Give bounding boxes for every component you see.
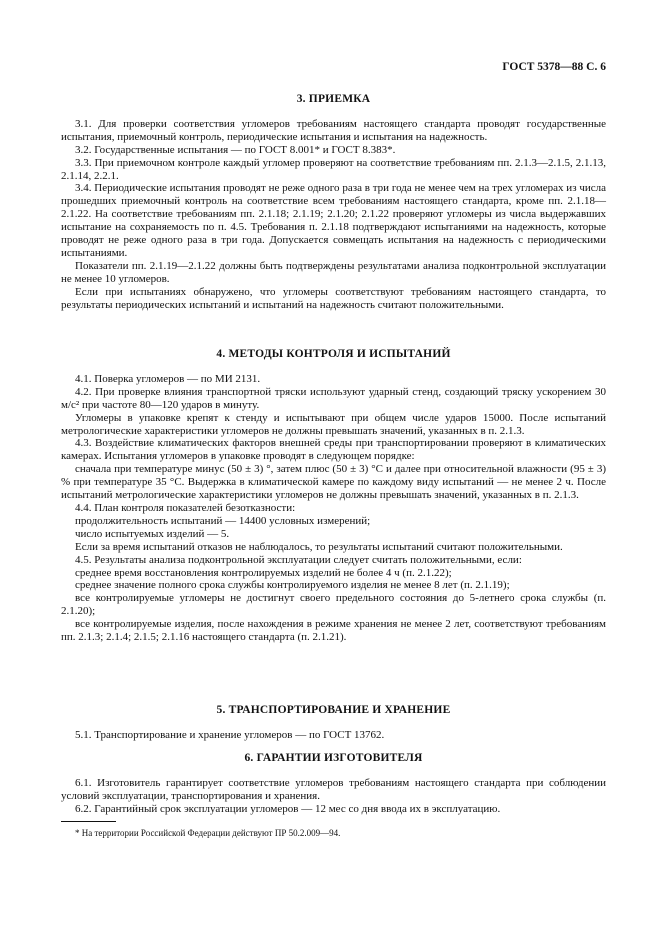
paragraph: среднее значение полного срока службы контролируемого изделия не менее 8 лет (п. 2.1.19); xyxy=(75,579,510,592)
paragraph: 6.1. Изготовитель гарантирует соответствие угломеров требованиям настоящего стандарта при соблюдении условий эксплуатации, транспортирования и хранения. xyxy=(61,776,606,802)
section-acceptance xyxy=(61,93,606,312)
section-title: 6. ГАРАНТИИ ИЗГОТОВИТЕЛЯ xyxy=(244,752,423,764)
section-title: 3. ПРИЕМКА xyxy=(296,93,371,105)
paragraph: 3.2. Государственные испытания — по ГОСТ 8.001* и ГОСТ 8.383*. xyxy=(75,143,396,156)
footnote-divider xyxy=(61,821,116,822)
paragraph: 6.2. Гарантийный срок эксплуатации угломеров — 12 мес со дня ввода их в эксплуатацию. xyxy=(75,802,501,815)
section-warranty xyxy=(61,752,606,816)
paragraph: Если за время испытаний отказов не наблюдалось, то результаты испытаний считают положительными. xyxy=(75,540,563,553)
paragraph: среднее время восстановления контролируемых изделий не более 4 ч (п. 2.1.22); xyxy=(75,566,452,579)
paragraph: сначала при температуре минус (50 ± 3) °, затем плюс (50 ± 3) °С и далее при относительной влажности (95 ± 3) % при температуре 35 °С. Выдержка в климатической камере по каждому виду испытаний — не менее 2 ч. После испытаний метрологические характеристики угломеров не должны превышать значений, указанных в п. 2.1.3. xyxy=(61,463,606,502)
footnote: * На территории Российской Федерации действуют ПР 50.2.009—94. xyxy=(75,828,341,838)
paragraph: 3.3. При приемочном контроле каждый угломер проверяют на соответствие требованиям пп. 2.1.3—2.1.5, 2.1.13, 2.1.14, 2.2.1. xyxy=(61,156,606,182)
section-title: 4. МЕТОДЫ КОНТРОЛЯ И ИСПЫТАНИЙ xyxy=(216,348,451,360)
paragraph: 4.5. Результаты анализа подконтрольной эксплуатации следует считать положительными, если: xyxy=(75,553,522,566)
paragraph: все контролируемые угломеры не достигнут своего предельного состояния до 5-летнего срока службы (п. 2.1.20); xyxy=(61,592,606,618)
paragraph: 5.1. Транспортирование и хранение угломеров — по ГОСТ 13762. xyxy=(75,728,385,741)
section-test-methods xyxy=(61,348,606,644)
section-title: 5. ТРАНСПОРТИРОВАНИЕ И ХРАНЕНИЕ xyxy=(216,704,451,716)
page-header: ГОСТ 5378—88 С. 6 xyxy=(502,61,606,73)
paragraph: Показатели пп. 2.1.19—2.1.22 должны быть подтверждены результатами анализа подконтрольной эксплуатации не менее 10 угломеров. xyxy=(61,259,606,285)
section-transport-storage xyxy=(61,704,606,742)
paragraph: Если при испытаниях обнаружено, что угломеры соответствуют требованиям настоящего стандарта, то результаты периодических испытаний и испытаний на надежность считают положительными. xyxy=(61,285,606,311)
paragraph: 4.3. Воздействие климатических факторов внешней среды при транспортировании проверяют в климатических камерах. Испытания угломеров в упаковке проводят в следующем порядке: xyxy=(61,437,606,463)
paragraph: 4.4. План контроля показателей безотказности: xyxy=(75,501,296,514)
paragraph: Угломеры в упаковке крепят к стенду и испытывают при общем числе ударов 15000. После испытаний метрологические характеристики угломеров не должны превышать значений, указанных в п. 2.1.3. xyxy=(61,411,606,437)
paragraph: 4.1. Поверка угломеров — по МИ 2131. xyxy=(75,372,261,385)
paragraph: все контролируемые изделия, после нахождения в режиме хранения не менее 2 лет, соответствуют требованиям пп. 2.1.3; 2.1.4; 2.1.5; 2.1.16 настоящего стандарта (п. 2.1.21). xyxy=(61,618,606,644)
paragraph: 3.1. Для проверки соответствия угломеров требованиям настоящего стандарта проводят государственные испытания, приемочный контроль, периодические испытания и испытания на надежность. xyxy=(61,117,606,143)
paragraph: 3.4. Периодические испытания проводят не реже одного раза в три года не менее чем на трех угломерах из числа прошедших приемочный контроль на соответствие всем требованиям настоящего стандарта, кроме пп. 2.1.18—2.1.22. На соответствие требованиям пп. 2.1.18; 2.1.19; 2.1.20; 2.1.22 проверяют угломеры из числа выдержавших испытание на сохраняемость по п. 4.5. Требования п. 2.1.18 подтверждают испытаниями на надежность, которые проводят не реже одного раза в три года. Допускается совмещать испытания на надежность с периодическими испытаниями. xyxy=(61,182,606,259)
paragraph: 4.2. При проверке влияния транспортной тряски используют ударный стенд, создающий тряску ускорением 30 м/с² при частоте 80—120 ударов в минуту. xyxy=(61,385,606,411)
paragraph: продолжительность испытаний — 14400 условных измерений; xyxy=(75,514,371,527)
paragraph: число испытуемых изделий — 5. xyxy=(75,527,230,540)
